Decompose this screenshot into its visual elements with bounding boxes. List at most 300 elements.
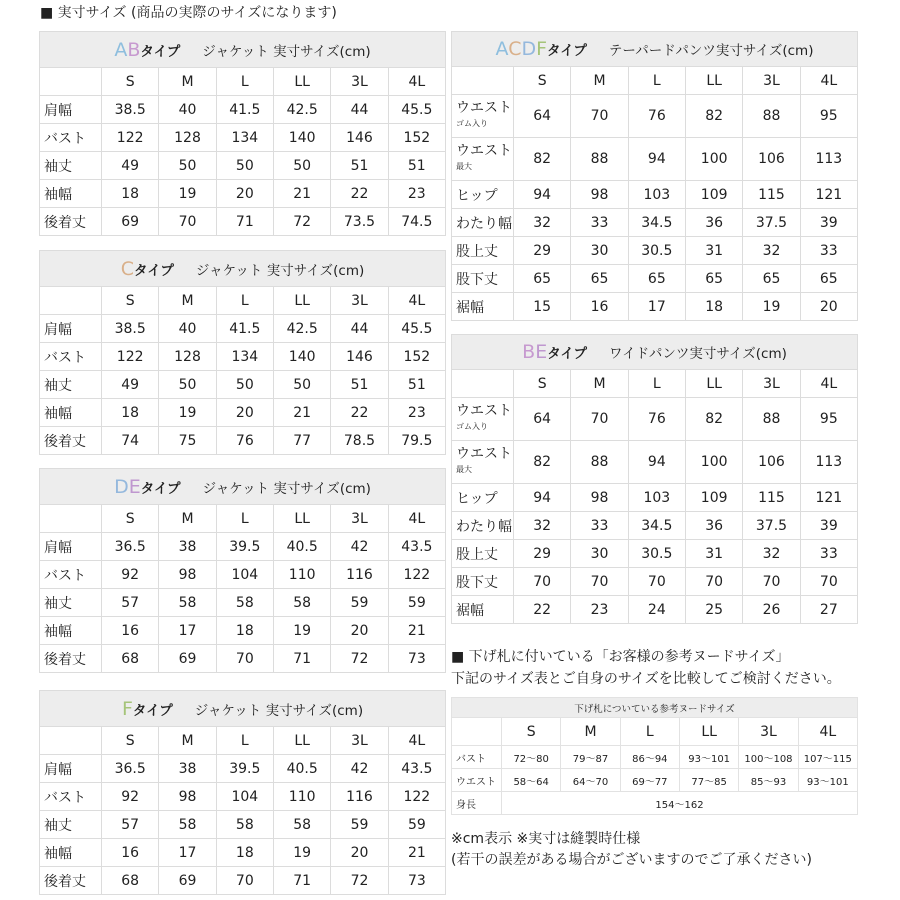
size-header-row xyxy=(452,718,858,746)
size-header: S xyxy=(102,68,159,96)
nude-size-table xyxy=(451,697,858,815)
value-cell: 50 xyxy=(273,371,330,399)
table-row xyxy=(452,769,858,792)
size-header: M xyxy=(571,370,628,398)
row-label-cell xyxy=(40,811,102,839)
value-cell: 75 xyxy=(159,427,216,455)
size-header: M xyxy=(159,287,216,315)
value-cell: 70 xyxy=(571,398,628,441)
table-row xyxy=(452,265,858,293)
value-cell: 122 xyxy=(102,124,159,152)
value-cell: 92 xyxy=(102,783,159,811)
value-cell: 74.5 xyxy=(388,208,445,236)
value-cell: 32 xyxy=(514,512,571,540)
value-cell: 15 xyxy=(514,293,571,321)
size-header: M xyxy=(159,727,216,755)
table-row xyxy=(40,180,446,208)
value-cell: 88 xyxy=(571,138,628,181)
size-header: LL xyxy=(273,68,330,96)
value-cell: 110 xyxy=(273,561,330,589)
value-cell: 42 xyxy=(331,755,388,783)
value-cell: 122 xyxy=(102,343,159,371)
ab-jacket-table xyxy=(39,31,446,236)
value-cell: 70 xyxy=(571,95,628,138)
type-label: タイプ xyxy=(132,702,173,719)
size-header: L xyxy=(628,370,685,398)
value-cell: 65 xyxy=(571,265,628,293)
value-cell: 58 xyxy=(216,589,273,617)
size-header: S xyxy=(102,505,159,533)
row-label-cell xyxy=(452,237,514,265)
row-label-cell xyxy=(452,398,514,441)
table-row xyxy=(452,540,858,568)
size-header: 3L xyxy=(331,68,388,96)
value-cell: 69 xyxy=(159,867,216,895)
value-cell: 44 xyxy=(331,96,388,124)
value-cell: 68 xyxy=(102,645,159,673)
size-header: M xyxy=(159,505,216,533)
value-cell: 36.5 xyxy=(102,755,159,783)
table-title xyxy=(452,32,858,67)
value-cell: 16 xyxy=(102,617,159,645)
value-cell: 82 xyxy=(514,441,571,484)
value-cell: 50 xyxy=(216,371,273,399)
c-jacket-table xyxy=(39,250,446,455)
value-cell: 88 xyxy=(743,95,800,138)
value-cell: 18 xyxy=(102,399,159,427)
value-cell: 103 xyxy=(628,181,685,209)
row-label-cell xyxy=(452,293,514,321)
size-header: S xyxy=(102,287,159,315)
row-label: ウエスト xyxy=(456,143,512,159)
type-label: タイプ xyxy=(134,262,174,279)
value-cell: 57 xyxy=(102,811,159,839)
value-cell: 39 xyxy=(800,209,857,237)
value-cell: 26 xyxy=(743,596,800,624)
value-cell: 69〜77 xyxy=(620,769,679,792)
row-label: 後着丈 xyxy=(44,873,86,890)
value-cell: 50 xyxy=(159,371,216,399)
value-cell: 98 xyxy=(159,783,216,811)
value-cell: 64 xyxy=(514,95,571,138)
size-header: L xyxy=(216,287,273,315)
value-cell: 72 xyxy=(273,208,330,236)
row-label: バスト xyxy=(452,746,502,769)
value-cell: 64 xyxy=(514,398,571,441)
value-cell: 88 xyxy=(743,398,800,441)
value-cell: 51 xyxy=(331,371,388,399)
row-label: わたり幅 xyxy=(456,518,512,535)
value-cell: 58 xyxy=(273,811,330,839)
value-cell: 116 xyxy=(331,561,388,589)
table-row xyxy=(452,237,858,265)
value-cell: 42.5 xyxy=(273,96,330,124)
type-letter: B xyxy=(127,38,141,61)
row-label-cell xyxy=(40,180,102,208)
value-cell: 73 xyxy=(388,645,445,673)
value-cell: 76 xyxy=(628,398,685,441)
type-label: タイプ xyxy=(547,43,587,59)
table-title xyxy=(40,251,446,287)
row-label-cell xyxy=(452,181,514,209)
value-cell: 85〜93 xyxy=(739,769,798,792)
table-row xyxy=(452,792,858,815)
value-cell: 20 xyxy=(216,399,273,427)
row-label: 後着丈 xyxy=(44,433,86,450)
nude-table-title: 下げ札についている参考ヌードサイズ xyxy=(452,698,858,718)
value-cell: 21 xyxy=(388,617,445,645)
value-cell: 72 xyxy=(331,867,388,895)
row-label-cell xyxy=(452,95,514,138)
value-cell: 39.5 xyxy=(216,755,273,783)
row-label-cell xyxy=(40,561,102,589)
value-cell: 94 xyxy=(514,181,571,209)
row-label-cell xyxy=(40,124,102,152)
value-cell: 82 xyxy=(685,95,742,138)
value-cell: 31 xyxy=(685,237,742,265)
row-label: 袖幅 xyxy=(44,623,72,640)
value-cell: 30 xyxy=(571,237,628,265)
value-cell: 29 xyxy=(514,237,571,265)
value-cell: 19 xyxy=(159,180,216,208)
row-label: 肩幅 xyxy=(44,102,72,119)
value-cell: 23 xyxy=(571,596,628,624)
row-label-cell xyxy=(452,484,514,512)
value-cell: 116 xyxy=(331,783,388,811)
value-cell: 39 xyxy=(800,512,857,540)
value-cell: 146 xyxy=(331,124,388,152)
row-label: 袖幅 xyxy=(44,845,72,862)
value-cell: 29 xyxy=(514,540,571,568)
table-row xyxy=(40,399,446,427)
value-cell: 70 xyxy=(159,208,216,236)
table-title-row xyxy=(452,335,858,370)
value-cell: 33 xyxy=(800,540,857,568)
type-label: タイプ xyxy=(547,346,588,362)
value-cell: 59 xyxy=(388,811,445,839)
value-cell: 128 xyxy=(159,124,216,152)
table-row xyxy=(40,867,446,895)
table-row xyxy=(40,839,446,867)
table-row xyxy=(452,596,858,624)
value-cell: 20 xyxy=(331,839,388,867)
value-cell: 68 xyxy=(102,867,159,895)
corner-cell xyxy=(40,505,102,533)
value-cell: 59 xyxy=(331,811,388,839)
table-row xyxy=(40,755,446,783)
value-cell: 43.5 xyxy=(388,533,445,561)
row-label-cell xyxy=(40,867,102,895)
value-cell: 140 xyxy=(273,124,330,152)
row-label-cell xyxy=(452,540,514,568)
value-cell: 20 xyxy=(216,180,273,208)
value-cell: 36 xyxy=(685,209,742,237)
row-label-cell xyxy=(452,568,514,596)
table-title-row xyxy=(40,691,446,727)
footer-note-1: ※cm表示 ※実寸は縫製時仕様 xyxy=(451,831,641,847)
value-cell: 104 xyxy=(216,561,273,589)
size-header: L xyxy=(216,68,273,96)
value-cell: 94 xyxy=(514,484,571,512)
table-title-row xyxy=(40,469,446,505)
value-cell: 58 xyxy=(273,589,330,617)
value-cell: 71 xyxy=(273,867,330,895)
size-header: M xyxy=(159,68,216,96)
size-header: 3L xyxy=(743,370,800,398)
table-row xyxy=(40,152,446,180)
value-cell: 32 xyxy=(743,540,800,568)
size-header: 4L xyxy=(800,67,857,95)
row-label: 肩幅 xyxy=(44,321,72,338)
row-label: 肩幅 xyxy=(44,539,72,556)
table-row xyxy=(452,95,858,138)
table-row xyxy=(452,209,858,237)
value-cell: 22 xyxy=(331,180,388,208)
table-description: ジャケット 実寸サイズ(cm) xyxy=(202,43,371,60)
size-header: S xyxy=(102,727,159,755)
value-cell: 59 xyxy=(331,589,388,617)
value-cell: 94 xyxy=(628,138,685,181)
value-cell: 34.5 xyxy=(628,209,685,237)
value-cell: 24 xyxy=(628,596,685,624)
height-value-cell: 154〜162 xyxy=(502,792,858,815)
value-cell: 69 xyxy=(159,645,216,673)
corner-cell xyxy=(40,68,102,96)
row-label: ヒップ xyxy=(456,490,498,507)
value-cell: 22 xyxy=(331,399,388,427)
value-cell: 121 xyxy=(800,181,857,209)
row-label-cell xyxy=(40,427,102,455)
type-letter: E xyxy=(128,475,141,498)
value-cell: 45.5 xyxy=(388,96,445,124)
value-cell: 41.5 xyxy=(216,96,273,124)
size-header: 3L xyxy=(331,505,388,533)
size-header-row xyxy=(40,505,446,533)
table-row xyxy=(40,533,446,561)
value-cell: 21 xyxy=(273,399,330,427)
row-label: バスト xyxy=(44,349,86,366)
value-cell: 19 xyxy=(273,839,330,867)
row-label: わたり幅 xyxy=(456,215,512,232)
table-title-row xyxy=(40,251,446,287)
de-jacket-table xyxy=(39,468,446,673)
value-cell: 104 xyxy=(216,783,273,811)
value-cell: 65 xyxy=(628,265,685,293)
row-label-cell xyxy=(40,96,102,124)
type-letter: D xyxy=(114,475,129,498)
row-label: バスト xyxy=(44,789,86,806)
value-cell: 30.5 xyxy=(628,540,685,568)
row-label: 袖幅 xyxy=(44,186,72,203)
value-cell: 43.5 xyxy=(388,755,445,783)
footer-note-2: (若干の誤差がある場合がございますのでご了承ください) xyxy=(451,852,812,868)
row-label: ウエスト xyxy=(456,446,512,462)
row-label-cell xyxy=(40,343,102,371)
value-cell: 71 xyxy=(273,645,330,673)
row-label-cell xyxy=(40,315,102,343)
value-cell: 17 xyxy=(628,293,685,321)
type-letter: E xyxy=(535,341,548,363)
value-cell: 79〜87 xyxy=(561,746,620,769)
value-cell: 77 xyxy=(273,427,330,455)
size-header-row xyxy=(40,287,446,315)
value-cell: 70 xyxy=(216,867,273,895)
row-label: 袖丈 xyxy=(44,377,72,394)
row-label-cell xyxy=(40,755,102,783)
table-row xyxy=(40,589,446,617)
value-cell: 39.5 xyxy=(216,533,273,561)
value-cell: 77〜85 xyxy=(679,769,738,792)
size-header-row xyxy=(40,68,446,96)
type-letter: D xyxy=(521,38,537,60)
value-cell: 19 xyxy=(273,617,330,645)
nude-size-intro: ■ 下げ札に付いている「お客様の参考ヌードサイズ」 xyxy=(451,649,790,665)
value-cell: 22 xyxy=(514,596,571,624)
value-cell: 115 xyxy=(743,484,800,512)
value-cell: 107〜115 xyxy=(798,746,857,769)
row-sublabel: 最大 xyxy=(456,162,472,171)
value-cell: 40 xyxy=(159,315,216,343)
value-cell: 23 xyxy=(388,399,445,427)
table-row xyxy=(40,96,446,124)
table-description: テーパードパンツ実寸サイズ(cm) xyxy=(608,43,814,59)
value-cell: 32 xyxy=(743,237,800,265)
table-row xyxy=(452,441,858,484)
value-cell: 40.5 xyxy=(273,533,330,561)
value-cell: 70 xyxy=(514,568,571,596)
value-cell: 109 xyxy=(685,181,742,209)
size-header: 4L xyxy=(388,287,445,315)
table-description: ジャケット 実寸サイズ(cm) xyxy=(195,262,365,279)
type-label: タイプ xyxy=(140,480,181,497)
value-cell: 21 xyxy=(273,180,330,208)
value-cell: 140 xyxy=(273,343,330,371)
value-cell: 16 xyxy=(571,293,628,321)
value-cell: 21 xyxy=(388,839,445,867)
row-label-cell xyxy=(452,596,514,624)
value-cell: 122 xyxy=(388,783,445,811)
table-title xyxy=(452,335,858,370)
value-cell: 37.5 xyxy=(743,512,800,540)
value-cell: 58 xyxy=(159,589,216,617)
value-cell: 65 xyxy=(514,265,571,293)
value-cell: 86〜94 xyxy=(620,746,679,769)
row-label: 袖丈 xyxy=(44,158,72,175)
value-cell: 50 xyxy=(216,152,273,180)
value-cell: 20 xyxy=(800,293,857,321)
value-cell: 51 xyxy=(331,152,388,180)
size-header: L xyxy=(216,727,273,755)
size-header: 4L xyxy=(388,68,445,96)
value-cell: 50 xyxy=(273,152,330,180)
row-label-cell xyxy=(40,208,102,236)
value-cell: 17 xyxy=(159,617,216,645)
table-row xyxy=(40,561,446,589)
table-row xyxy=(40,617,446,645)
table-row xyxy=(452,746,858,769)
value-cell: 69 xyxy=(102,208,159,236)
value-cell: 25 xyxy=(685,596,742,624)
row-label: ウエスト xyxy=(456,100,512,116)
value-cell: 78.5 xyxy=(331,427,388,455)
nude-title-row xyxy=(452,698,858,718)
value-cell: 50 xyxy=(159,152,216,180)
size-header: LL xyxy=(273,505,330,533)
value-cell: 106 xyxy=(743,138,800,181)
value-cell: 36 xyxy=(685,512,742,540)
value-cell: 103 xyxy=(628,484,685,512)
table-row xyxy=(452,293,858,321)
row-label-cell xyxy=(40,371,102,399)
type-letter: C xyxy=(508,38,522,60)
value-cell: 45.5 xyxy=(388,315,445,343)
value-cell: 146 xyxy=(331,343,388,371)
value-cell: 31 xyxy=(685,540,742,568)
row-label-cell xyxy=(40,783,102,811)
type-letter: F xyxy=(536,38,548,60)
row-label: 袖丈 xyxy=(44,595,72,612)
corner-cell xyxy=(40,287,102,315)
table-row xyxy=(452,512,858,540)
value-cell: 32 xyxy=(514,209,571,237)
row-label: ウエスト xyxy=(456,403,512,419)
value-cell: 19 xyxy=(743,293,800,321)
value-cell: 106 xyxy=(743,441,800,484)
size-header: L xyxy=(620,718,679,746)
corner-cell xyxy=(40,727,102,755)
value-cell: 51 xyxy=(388,371,445,399)
value-cell: 33 xyxy=(571,209,628,237)
row-label: 股上丈 xyxy=(456,546,498,563)
size-header: 4L xyxy=(798,718,857,746)
size-header: L xyxy=(628,67,685,95)
value-cell: 65 xyxy=(800,265,857,293)
value-cell: 18 xyxy=(216,839,273,867)
table-row xyxy=(452,181,858,209)
size-header: 4L xyxy=(388,727,445,755)
row-label-cell xyxy=(40,589,102,617)
value-cell: 19 xyxy=(159,399,216,427)
row-label: ヒップ xyxy=(456,187,498,204)
value-cell: 70 xyxy=(800,568,857,596)
row-label: バスト xyxy=(44,567,86,584)
row-label-cell xyxy=(40,645,102,673)
value-cell: 98 xyxy=(159,561,216,589)
value-cell: 58 xyxy=(159,811,216,839)
value-cell: 110 xyxy=(273,783,330,811)
table-row xyxy=(40,811,446,839)
corner-cell xyxy=(452,67,514,95)
row-label-cell xyxy=(40,533,102,561)
row-label-cell xyxy=(452,209,514,237)
size-header: LL xyxy=(685,67,742,95)
value-cell: 82 xyxy=(685,398,742,441)
table-description: ワイドパンツ実寸サイズ(cm) xyxy=(609,346,787,362)
value-cell: 16 xyxy=(102,839,159,867)
value-cell: 42 xyxy=(331,533,388,561)
value-cell: 100 xyxy=(685,441,742,484)
type-letter: A xyxy=(495,38,509,60)
value-cell: 76 xyxy=(628,95,685,138)
value-cell: 122 xyxy=(388,561,445,589)
value-cell: 71 xyxy=(216,208,273,236)
value-cell: 23 xyxy=(388,180,445,208)
size-header: S xyxy=(514,370,571,398)
table-title xyxy=(40,469,446,505)
value-cell: 88 xyxy=(571,441,628,484)
value-cell: 98 xyxy=(571,181,628,209)
size-header: LL xyxy=(273,287,330,315)
